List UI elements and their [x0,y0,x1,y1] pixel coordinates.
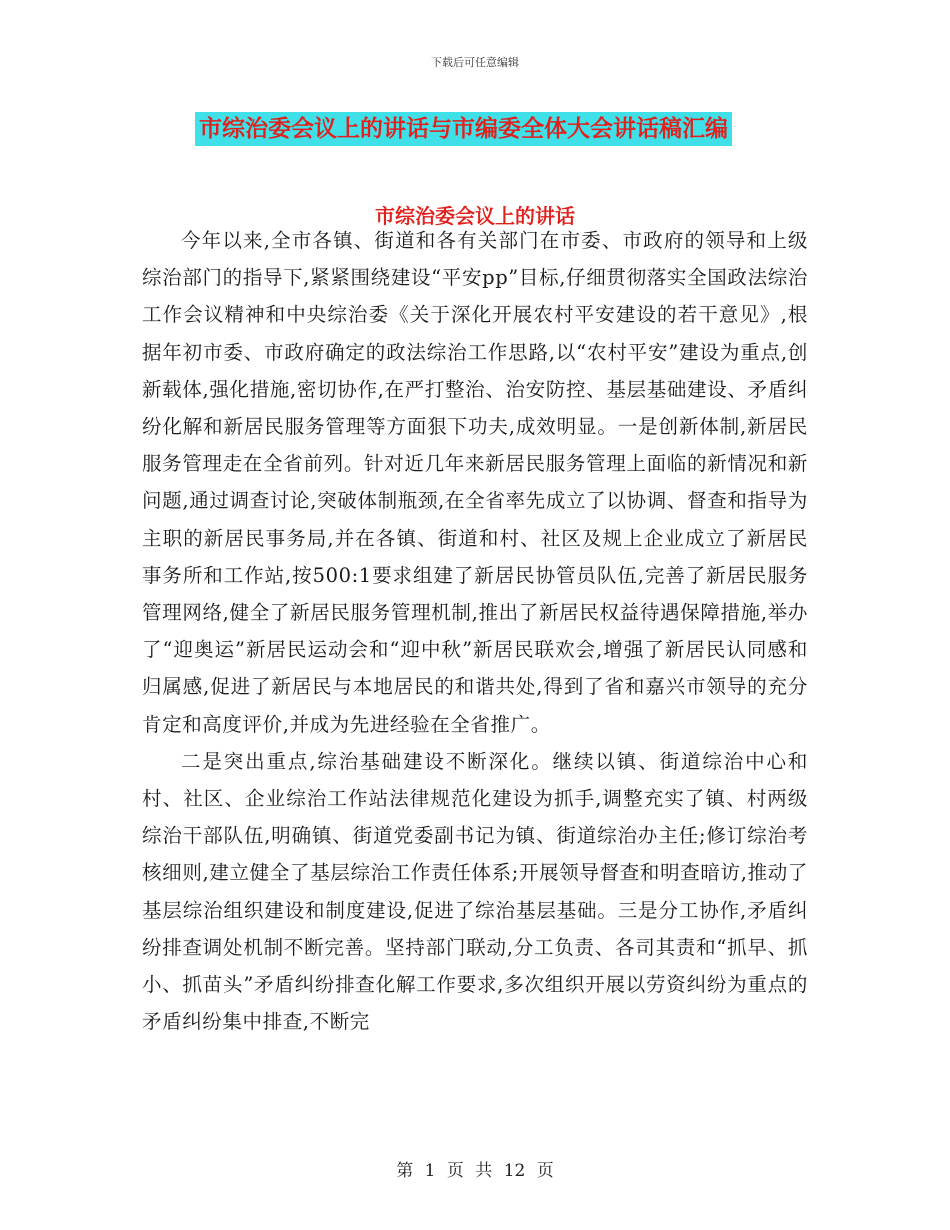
section-title: 市综治委会议上的讲话 [375,204,575,228]
paragraph: 二是突出重点,综治基础建设不断深化。继续以镇、街道综治中心和村、社区、企业综治工作站法律规范化建设为抓手,调整充实了镇、村两级综治干部队伍,明确镇、街道党委副书记为镇、街道综治办主任;修订综治考核细则,建立健全了基层综治工作责任体系;开展领导督查和明查暗访,推动了基层综治组织建设和制度建设,促进了综治基层基础。三是分工协作,矛盾纠纷排查调处机制不断完善。坚持部门联动,分工负责、各司其责和“抓早、抓小、抓苗头”矛盾纠纷排查化解工作要求,多次组织开展以劳资纠纷为重点的矛盾纠纷集中排查,不断完 [142,749,808,1034]
header-note: 下载后可任意编辑 [431,56,519,69]
paragraph: 今年以来,全市各镇、街道和各有关部门在市委、市政府的领导和上级综治部门的指导下,紧紧围绕建设“平安pp”目标,仔细贯彻落实全国政法综治工作会议精神和中央综治委《关于深化开展农村平安建设的若干意见》,根据年初市委、市政府确定的政法综治工作思路,以“农村平安”建设为重点,创新载体,强化措施,密切协作,在严打整治、治安防控、基层基础建设、矛盾纠纷化解和新居民服务管理等方面狠下功夫,成效明显。一是创新体制,新居民服务管理走在全省前列。针对近几年来新居民服务管理上面临的新情况和新问题,通过调查讨论,突破体制瓶颈,在全省率先成立了以协调、督查和指导为主职的新居民事务局,并在各镇、街道和村、社区及规上企业成立了新居民事务所和工作站,按500:1要求组建了新居民协管员队伍,完善了新居民服务管理网络,健全了新居民服务管理机制,推出了新居民权益待遇保障措施,举办了“迎奥运”新居民运动会和“迎中秋”新居民联欢会,增强了新居民认同感和归属感,促进了新居民与本地居民的和谐共处,得到了省和嘉兴市领导的充分肯定和高度评价,并成为先进经验在全省推广。 [142,229,808,736]
body-text [142,222,808,1040]
document-title: 市综治委会议上的讲话与市编委全体大会讲话稿汇编 [195,112,732,146]
page-number: 第 1 页 共 12 页 [396,1161,554,1181]
